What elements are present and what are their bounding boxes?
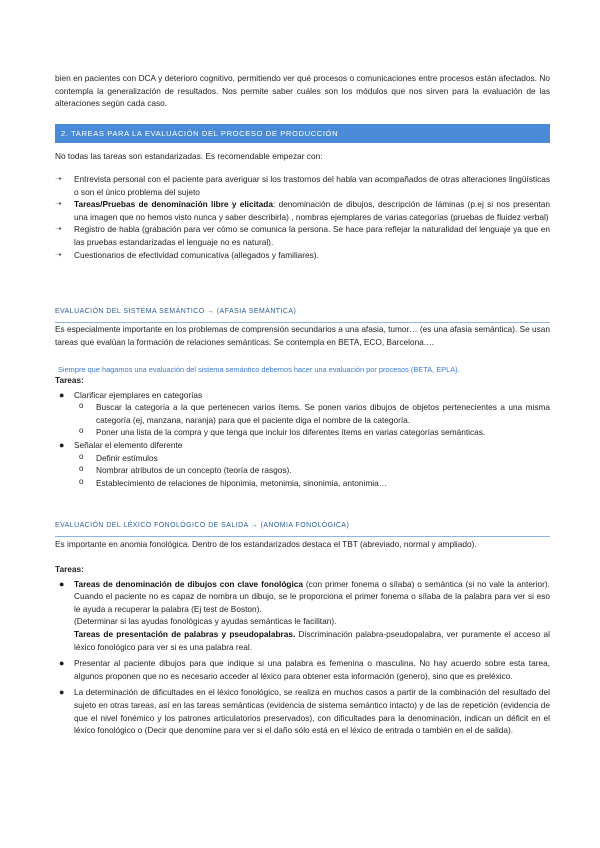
list-item xyxy=(55,439,550,452)
sub-list-item xyxy=(55,464,550,477)
list-item xyxy=(55,223,550,248)
tasks-label: Tareas: xyxy=(55,564,84,574)
section-banner-title: 2. TAREAS PARA LA EVALUACIÓN DEL PROCESO DE PRODUCCIÓN xyxy=(61,129,339,138)
item-text: Discriminación palabra-pseudopalabra, ver puramente el acceso al léxico fonológico para ver si es una palabra real. xyxy=(74,628,550,652)
arrow-bullet-icon: ➝ xyxy=(55,224,62,234)
tasks-list xyxy=(55,173,550,261)
bullet-icon: ● xyxy=(59,687,65,698)
list-item xyxy=(55,389,550,402)
item-text: Entrevista personal con el paciente para averiguar si los trastornos del habla van acompañados de otras alteraciones lingüísticas o son el único problema del sujeto xyxy=(74,174,550,197)
bullet-icon: ● xyxy=(59,578,65,589)
circle-bullet-icon: o xyxy=(79,426,84,436)
circle-bullet-icon: o xyxy=(79,476,84,486)
section2-lead: No todas las tareas son estandarizadas. Es recomendable empezar con: xyxy=(55,151,323,161)
sub-list-item xyxy=(55,426,550,439)
list-item xyxy=(55,657,550,682)
item-text: La determinación de dificultades en el léxico fonológico, se realiza en muchos casos a partir de la combinación del resultado del sujeto en otras tareas, así en las tareas semánticas (evidencia de sistema semántico intacto) y de las de repetición (evidencia de que el nivel fonémico y los patrones articulatorios preservados), con dificultades para la denominación, indican un déficit en el léxico fonológico o (Decir que denomine para ver si el daño sólo está en el léxico de entrada o también en el de salida). xyxy=(74,687,550,736)
sub-list-item xyxy=(55,452,550,465)
bullet-icon: ● xyxy=(59,658,65,669)
item-note: (Determinar si las ayudas fonológicas y ayudas semánticas le facilitan). xyxy=(74,616,337,627)
lexico-paragraph: Es importante en anomia fonológica. Dentro de los estandarizados destaca el TBT (abreviado, normal y ampliado). xyxy=(55,539,477,549)
list-item xyxy=(55,173,550,198)
list-item xyxy=(55,578,550,654)
item-text: Buscar la categoría a la que pertenecen varios ítems. Se ponen varios dibujos de objetos pertenecientes a una misma categoría (ej, manzana, naranja) para que el paciente diga el nombre de la categoría. xyxy=(96,402,550,425)
item-sub-paragraph xyxy=(74,628,550,653)
semantic-note: Siempre que hagamos una evaluación del sistema semántico debemos hacer una evaluación por procesos (BETA, EPLA). xyxy=(58,365,460,374)
lexico-tasks xyxy=(55,563,550,737)
list-item xyxy=(55,198,550,223)
item-text: Poner una lista de la compra y que tenga que incluir los diferentes ítems en varias categorías semánticas. xyxy=(96,427,486,438)
item-text: Presentar al paciente dibujos para que indique si una palabra es femenina o masculina. No hay acuerdo sobre esta tarea, algunos proponen que no es necesario acceder al léxico para obtener esta información (genero), sino que es preléxico. xyxy=(74,658,550,681)
intro-paragraph: bien en pacientes con DCA y deterioro cognitivo, permitiendo ver qué procesos o comunicaciones entre procesos están afectados. No contempla la generalización de resultados. Nos permite saber cuáles son los módulos que nos sirven para la evaluación de las alteraciones según cada caso. xyxy=(55,73,550,109)
arrow-bullet-icon: ➝ xyxy=(55,199,62,209)
item-text: : denominación de dibujos, descripción de láminas (p.ej si nos presentan una imagen que no hemos visto nunca y saber describirla) , nombras ejemplares de varias categorías (pruebas de fluidez verbal) xyxy=(74,199,550,222)
item-text: (con primer fonema o sílaba) o semántica (si no vale la anterior). Cuando el paciente no es capaz de nombra un dibujo, se le proporciona el primer fonema o sílaba de la palabra para ver si eso le ayuda a recuperar la palabra (Ej test de Boston). xyxy=(74,578,550,614)
sub-list-item xyxy=(55,477,550,490)
circle-bullet-icon: o xyxy=(79,464,84,474)
item-text: Nombrar atributos de un concepto (teoría de rasgos). xyxy=(96,465,292,476)
item-text: Establecimiento de relaciones de hiponimia, metonimia, sinonimia, antonimia… xyxy=(96,477,387,488)
bullet-icon: ● xyxy=(59,389,65,400)
bullet-icon: ● xyxy=(59,439,65,450)
item-text: Registro de habla (grabación para ver cómo se comunica la persona. Se hace para reflejar la naturalidad del lenguaje ya que en las pruebas estandarizadas el lenguaje no es natural). xyxy=(74,224,550,247)
item-bold: Tareas de presentación de palabras y pseudopalabras. xyxy=(74,628,296,639)
list-item xyxy=(55,686,550,736)
section-heading-lexico: EVALUACIÓN DEL LÉXICO FONOLÓGICO DE SALIDA → (ANOMIA FONOLÓGICA) xyxy=(55,520,550,537)
item-bold: Tareas de denominación de dibujos con clave fonológica xyxy=(74,578,304,589)
arrow-bullet-icon: ➝ xyxy=(55,174,62,183)
tasks-label: Tareas: xyxy=(55,375,84,385)
circle-bullet-icon: o xyxy=(79,451,84,461)
semantic-paragraph: Es especialmente importante en los problemas de comprensión secundarios a una afasia, tumor… (es una afasia semántica). Se usan tareas que evalúan la formación de relaciones semánticas. Se contempla en BETA, ECO, Barcelona.… xyxy=(55,324,550,347)
item-text: Cuestionarios de efectividad comunicativa (allegados y familiares). xyxy=(74,249,319,260)
item-bold: Tareas/Pruebas de denominación libre y elicitada xyxy=(74,199,273,210)
section-heading-semantico: EVALUACIÓN DEL SISTEMA SEMÁNTICO → (AFASIA SEMÁNTICA) xyxy=(55,306,550,323)
circle-bullet-icon: o xyxy=(79,401,84,411)
list-item xyxy=(55,249,550,262)
arrow-bullet-icon: ➝ xyxy=(55,249,62,259)
section-banner-produccion xyxy=(55,124,550,143)
sub-list-item xyxy=(55,401,550,426)
item-text: Definir estímulos xyxy=(96,452,158,463)
item-text: Señalar el elemento diferente xyxy=(74,439,183,450)
item-text: Clarificar ejemplares en categorías xyxy=(74,389,203,400)
semantic-tasks xyxy=(55,374,550,489)
